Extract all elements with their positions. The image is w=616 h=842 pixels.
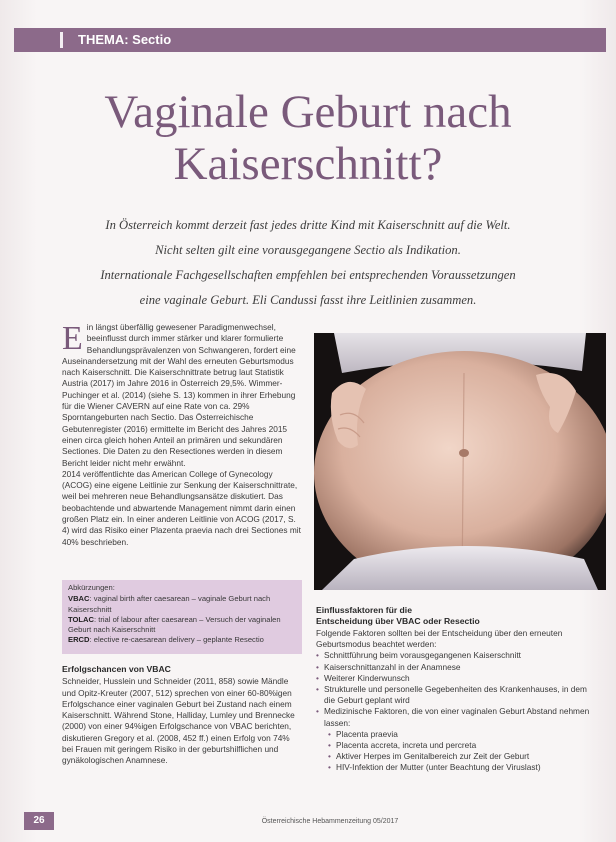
medical-factors-list: [316, 729, 596, 774]
abbreviation-item: [68, 635, 296, 645]
theme-bar-marker: [60, 32, 63, 48]
abbreviation-key: VBAC: [68, 594, 90, 604]
drop-cap: E: [62, 320, 83, 357]
theme-bar: [14, 28, 606, 52]
abbreviations-heading: Abkürzungen:: [68, 583, 115, 592]
abbreviation-text: : vaginal birth after caesarean – vaginale Geburt nach Kaiserschnitt: [68, 594, 271, 614]
photo-illustration: [314, 333, 606, 590]
factor-item: • Kaiserschnittanzahl in der Anamnese: [316, 662, 596, 673]
factors-heading: [316, 605, 596, 627]
lead-line-4: eine vaginale Geburt. Eli Candussi fasst ihre Leitlinien zusammen.: [139, 293, 477, 307]
factor-item: • Medizinische Faktoren, die von einer vaginalen Geburt Abstand nehmen lassen:: [316, 706, 596, 728]
factor-item: • Strukturelle und personelle Gegebenheiten des Krankenhauses, in dem die Geburt geplant wird: [316, 684, 596, 706]
article-lead: [44, 213, 572, 313]
intro-column: [62, 322, 302, 548]
medical-factor-item: • HIV-Infektion der Mutter (unter Beachtung der Viruslast): [328, 762, 596, 773]
factors-heading-line-1: Einflussfaktoren für die: [316, 605, 412, 615]
factors-list: [316, 650, 596, 728]
article-title-line-1: Vaginale Geburt nach: [104, 86, 512, 138]
article-title: [40, 86, 576, 190]
article-title-line-2: Kaiserschnitt?: [173, 138, 443, 190]
intro-text: in längst überfällig gewesener Paradigmenwechsel, beeinflusst durch immer stärker und klarer formulierte Behandlungsprävalenzen von Schwangeren, fordert eine Auseinandersetzung mit der Wahl des erneuten Geburtsmodus nach Kaiserschnitt. Die Kaiserschnittrate betrug laut Statistik Austria (2017) im Jahre 2016 in Österreich 29,5%. Wimmer-Puchinger et al. (2014) (siehe S. 13) kommen in ihrer Erhebung für die Wiener CAVERN auf eine Rate von ca. 29% Sporntangeburten nach Sectio. Das Österreichische Gebutenregister (2016) ermittelte im Bericht des Jahres 2015 einen circa gleich hohen Anteil an primären und sekundären Sectiones. Die Daten zu den Resectiones werden in diesem Bericht leider nicht mehr erwähnt.: [62, 322, 296, 468]
abbreviations-box: [62, 580, 302, 654]
publication-footer: Österreichische Hebammenzeitung 05/2017: [261, 818, 399, 825]
abbreviation-text: : elective re-caesarean delivery – geplante Resectio: [89, 635, 264, 645]
theme-label: THEMA: Sectio: [78, 32, 172, 47]
lead-line-2: Nicht selten gilt eine vorausgegangene Sectio als Indikation.: [155, 243, 461, 257]
page-number: 26: [24, 812, 54, 830]
factor-item: • Weiterer Kinderwunsch: [316, 673, 596, 684]
intro-paragraph: [62, 322, 302, 469]
factor-item: • Schnittführung beim vorausgegangenen Kaiserschnitt: [316, 650, 596, 661]
intro-paragraph-2: 2014 veröffentlichte das American College of Gynecology (ACOG) eine eigene Leitlinie zur Senkung der Kaiserschnittrate, weil bei mehreren neue Behandlungsansätze diskutiert. Das beobachtende und abwartende Management nimmt darin einen großen Platz ein. In einer anderen Leitlinie von ACOG (2017, S. 4) wird das Risiko einer Plazenta praevia nach drei Sectiones mit 40% beschrieben.: [62, 468, 301, 547]
abbreviation-text: : trial of labour after caesarean – Versuch der vaginalen Geburt nach Kaiserschnitt: [68, 614, 281, 635]
medical-factor-item: • Placenta praevia: [328, 729, 596, 740]
medical-factor-item: • Aktiver Herpes im Genitalbereich zur Zeit der Geburt: [328, 751, 596, 762]
lead-line-3: Internationale Fachgesellschaften empfehlen bei entsprechenden Voraussetzungen: [100, 268, 516, 282]
lead-line-1: In Österreich kommt derzeit fast jedes dritte Kind mit Kaiserschnitt auf die Welt.: [105, 218, 511, 232]
success-section: [62, 664, 302, 767]
abbreviation-key: TOLAC: [68, 614, 95, 624]
medical-factor-item: • Placenta accreta, increta und percreta: [328, 740, 596, 751]
abbreviation-key: ERCD: [68, 635, 90, 645]
pregnant-belly-photo: [314, 333, 606, 590]
success-text: Schneider, Husslein und Schneider (2011, 858) sowie Mändle und Opitz-Kreuter (2007, 512) sprechen von einer 60-80%igen Erfolgschance einer vaginalen Geburt bei Zustand nach einem Kaiserschnitt. Während Stone, Halliday, Lumley und Brennecke (2000) von einer 94%igen Erfolgschance von VBAC berichten, diskutieren Gregory et al. (2008, 452 ff.) einen Erfolg von 74% bei Frauen mit geringem Risiko in der geburtshilflichen und gynäkologischen Anamnese.: [62, 676, 295, 766]
abbreviation-item: [68, 615, 296, 636]
factors-intro: Folgende Faktoren sollten bei der Entscheidung über den erneuten Geburtsmodus beachtet werden:: [316, 628, 563, 650]
success-heading: Erfolgschancen von VBAC: [62, 664, 171, 674]
factors-section: [316, 605, 596, 774]
factors-heading-line-2: Entscheidung über VBAC oder Resectio: [316, 616, 480, 626]
abbreviation-item: [68, 594, 296, 615]
